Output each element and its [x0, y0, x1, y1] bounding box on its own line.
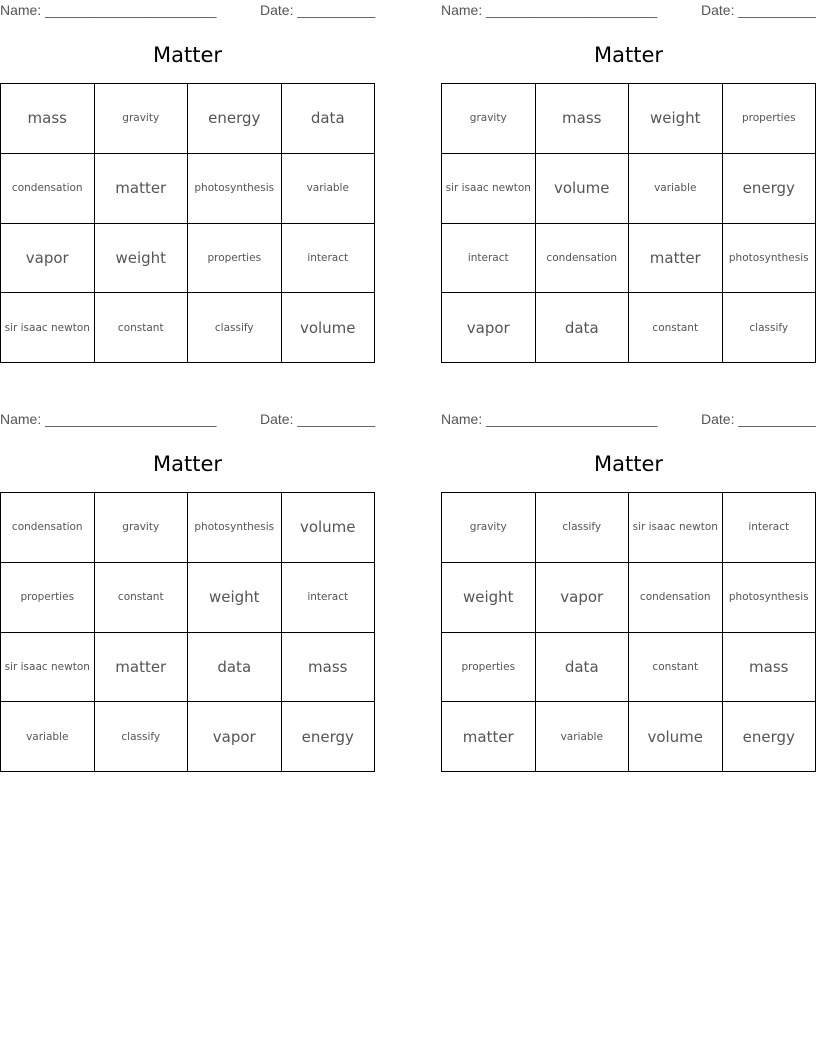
- bingo-cell: volume: [282, 493, 376, 563]
- bingo-grid: [0, 83, 375, 363]
- bingo-cell: weight: [95, 224, 189, 294]
- bingo-cell: constant: [629, 293, 723, 363]
- bingo-cell: weight: [188, 563, 282, 633]
- bingo-cell: condensation: [1, 493, 95, 563]
- bingo-cell: matter: [442, 702, 536, 772]
- bingo-cell: interact: [442, 224, 536, 294]
- date-line: Date: __________: [701, 2, 816, 18]
- name-line: Name: ______________________: [0, 411, 217, 427]
- bingo-cell: gravity: [442, 84, 536, 154]
- bingo-cell: data: [536, 633, 630, 703]
- bingo-cell: condensation: [1, 154, 95, 224]
- bingo-cell: sir isaac newton: [1, 293, 95, 363]
- name-line: Name: ______________________: [0, 2, 217, 18]
- bingo-cell: weight: [629, 84, 723, 154]
- bingo-card-1: [0, 0, 375, 365]
- date-line: Date: __________: [260, 2, 376, 18]
- bingo-grid: [441, 492, 816, 772]
- bingo-cell: energy: [282, 702, 376, 772]
- bingo-cell: photosynthesis: [723, 224, 816, 294]
- bingo-cell: sir isaac newton: [629, 493, 723, 563]
- bingo-cell: classify: [95, 702, 189, 772]
- bingo-cell: gravity: [95, 493, 189, 563]
- bingo-cell: data: [536, 293, 630, 363]
- date-line: Date: __________: [701, 411, 816, 427]
- bingo-cell: classify: [536, 493, 630, 563]
- bingo-cell: mass: [282, 633, 376, 703]
- bingo-cell: constant: [95, 563, 189, 633]
- bingo-cell: gravity: [95, 84, 189, 154]
- bingo-cell: volume: [629, 702, 723, 772]
- bingo-cell: mass: [723, 633, 816, 703]
- bingo-cell: energy: [723, 702, 816, 772]
- bingo-cell: properties: [723, 84, 816, 154]
- bingo-cell: vapor: [442, 293, 536, 363]
- bingo-cell: classify: [188, 293, 282, 363]
- bingo-cell: mass: [536, 84, 630, 154]
- card-title: Matter: [593, 43, 663, 67]
- bingo-cell: volume: [536, 154, 630, 224]
- bingo-grid: [441, 83, 816, 363]
- bingo-cell: condensation: [629, 563, 723, 633]
- bingo-cell: data: [282, 84, 376, 154]
- name-line: Name: ______________________: [441, 2, 658, 18]
- bingo-cell: photosynthesis: [723, 563, 816, 633]
- bingo-cell: properties: [442, 633, 536, 703]
- bingo-cell: condensation: [536, 224, 630, 294]
- card-title: Matter: [593, 452, 663, 476]
- date-line: Date: __________: [260, 411, 376, 427]
- card-title: Matter: [152, 452, 222, 476]
- bingo-card-2: [441, 0, 816, 365]
- bingo-cell: variable: [536, 702, 630, 772]
- bingo-cell: sir isaac newton: [442, 154, 536, 224]
- bingo-cell: variable: [282, 154, 376, 224]
- bingo-cell: energy: [723, 154, 816, 224]
- bingo-cell: interact: [723, 493, 816, 563]
- bingo-cell: vapor: [1, 224, 95, 294]
- bingo-cell: weight: [442, 563, 536, 633]
- bingo-cell: interact: [282, 224, 376, 294]
- bingo-cell: vapor: [536, 563, 630, 633]
- bingo-cell: data: [188, 633, 282, 703]
- bingo-cell: classify: [723, 293, 816, 363]
- bingo-cell: constant: [629, 633, 723, 703]
- bingo-cell: properties: [1, 563, 95, 633]
- bingo-cell: photosynthesis: [188, 154, 282, 224]
- bingo-cell: properties: [188, 224, 282, 294]
- bingo-cell: energy: [188, 84, 282, 154]
- bingo-card-3: [0, 409, 375, 774]
- bingo-cell: constant: [95, 293, 189, 363]
- bingo-cell: variable: [629, 154, 723, 224]
- bingo-cell: interact: [282, 563, 376, 633]
- bingo-cell: matter: [95, 633, 189, 703]
- bingo-grid: [0, 492, 375, 772]
- bingo-cell: matter: [629, 224, 723, 294]
- name-line: Name: ______________________: [441, 411, 658, 427]
- bingo-cell: gravity: [442, 493, 536, 563]
- bingo-cell: variable: [1, 702, 95, 772]
- card-title: Matter: [152, 43, 222, 67]
- bingo-cell: photosynthesis: [188, 493, 282, 563]
- bingo-cell: matter: [95, 154, 189, 224]
- bingo-cell: volume: [282, 293, 376, 363]
- bingo-cell: sir isaac newton: [1, 633, 95, 703]
- bingo-cell: vapor: [188, 702, 282, 772]
- bingo-cell: mass: [1, 84, 95, 154]
- bingo-card-4: [441, 409, 816, 774]
